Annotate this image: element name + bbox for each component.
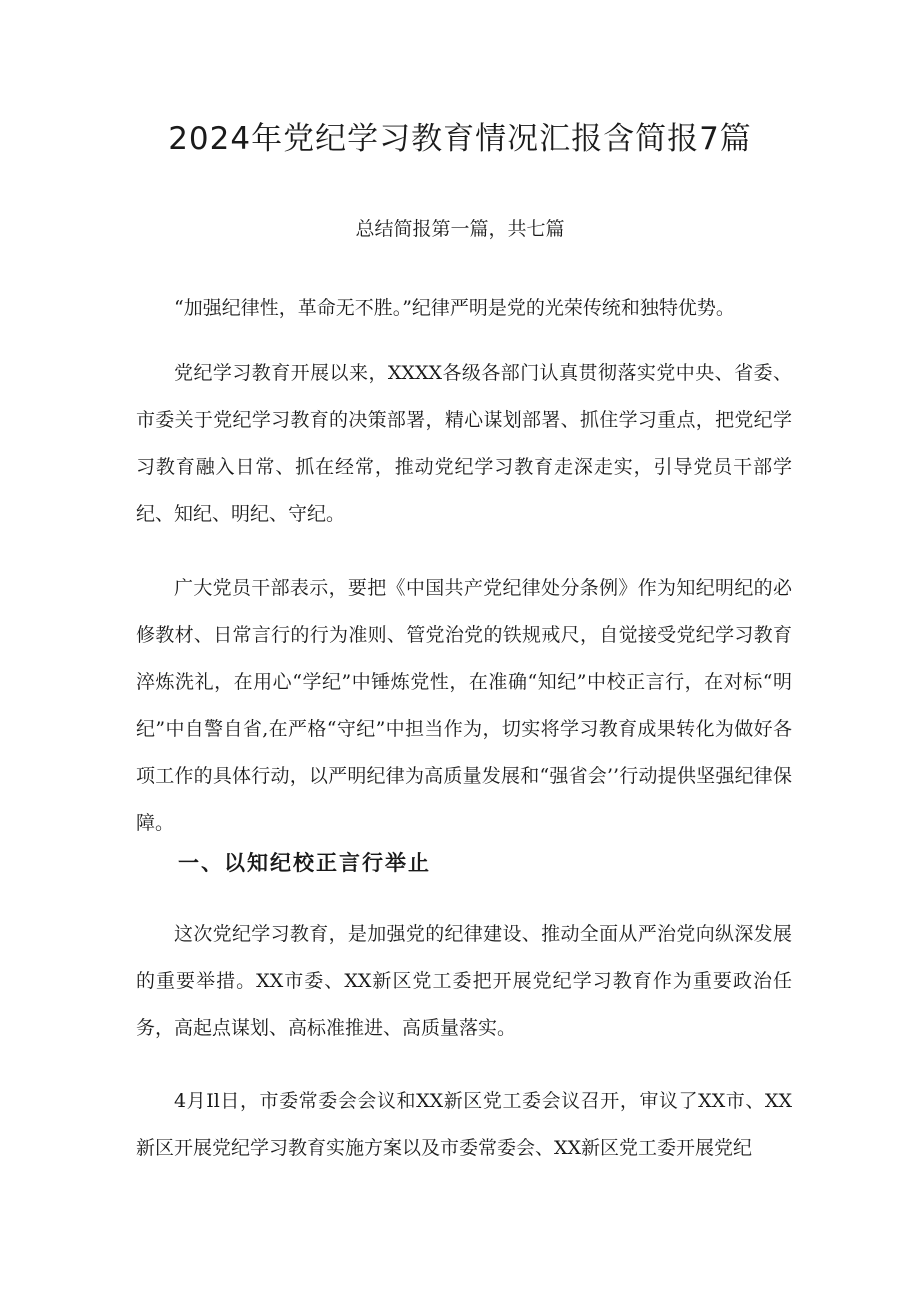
paragraph-opening-quote: “加强纪律性，革命无不胜。”纪律严明是党的光荣传统和独特优势。 <box>174 297 735 319</box>
paragraph-overview: 党纪学习教育开展以来，XXXX各级各部门认真贯彻落实党中央、省委、市委关于党纪学习教育的决策部署，精心谋划部署、抓住学习重点，把党纪学习教育融入日常、抓在经常，推动党纪学习教育走深走实，引导党员干部学纪、知纪、明纪、守纪。 <box>136 362 792 525</box>
document-title: 2024年党纪学习教育情况汇报含简报7篇 <box>168 121 752 157</box>
section-paragraph-2: 4月Il日，市委常委会会议和XX新区党工委会议召开，审议了XX市、XX新区开展党纪学习教育实施方案以及市委常委会、XX新区党工委开展党纪 <box>136 1090 792 1159</box>
section-paragraph-1: 这次党纪学习教育，是加强党的纪律建设、推动全面从严治党向纵深发展的重要举措。XX市委、XX新区党工委把开展党纪学习教育作为重要政治任务，高起点谋划、高标准推进、高质量落实。 <box>136 923 792 1039</box>
document-subtitle: 总结简报第一篇，共七篇 <box>355 218 565 240</box>
section-heading: 一、以知纪校正言行举止 <box>178 851 431 875</box>
paragraph-cadres-statement: 广大党员干部表示，要把《中国共产党纪律处分条例》作为知纪明纪的必修教材、日常言行的行为准则、管党治党的铁规戒尺，自觉接受党纪学习教育淬炼洗礼，在用心“学纪”中锤炼党性，在准确“知纪”中校正言行，在对标“明纪”中自警自省,在严格“守纪”中担当作为，切实将学习教育成果转化为做好各项工作的具体行动，以严明纪律为高质量发展和“强省会’’行动提供坚强纪律保障。 <box>136 577 792 834</box>
